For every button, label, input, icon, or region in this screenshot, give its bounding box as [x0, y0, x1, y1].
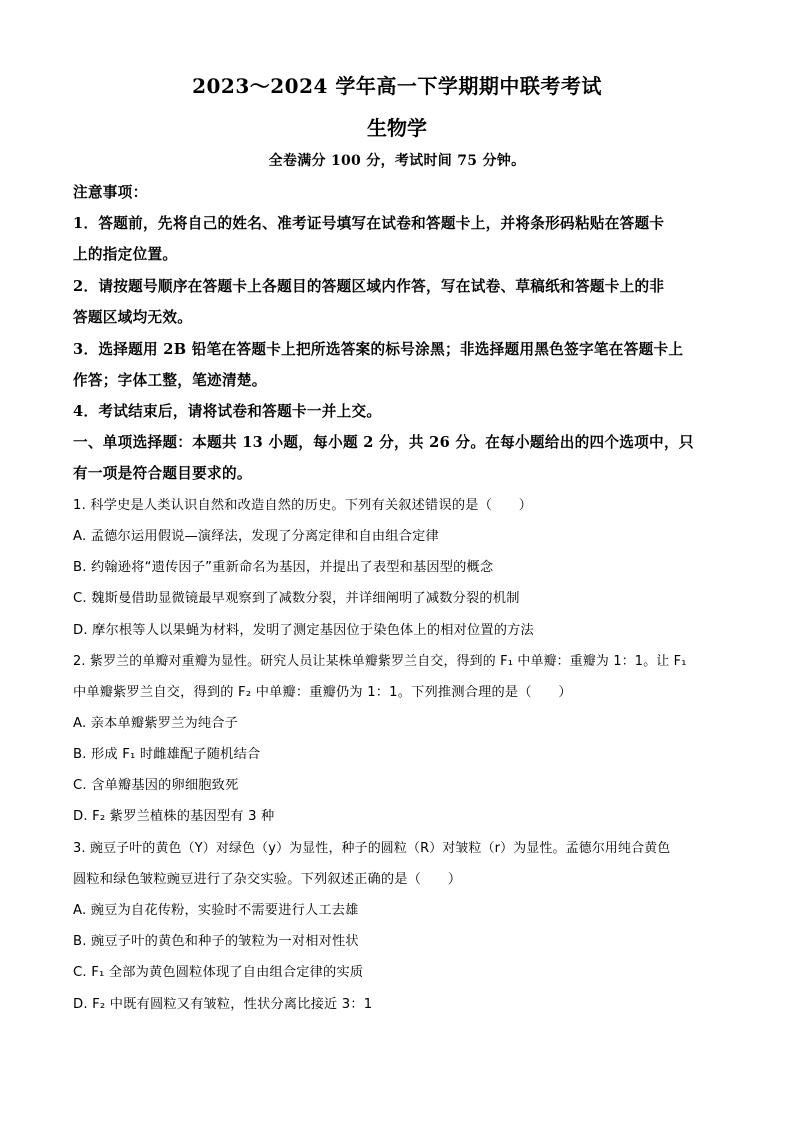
notice-line: 2．请按题号顺序在答题卡上各题目的答题区域内作答，写在试卷、草稿纸和答题卡上的非: [73, 278, 665, 295]
notice-line: 上的指定位置。: [73, 246, 178, 263]
notice-heading: 注意事项：: [73, 184, 148, 201]
question-3-stem: 3. 豌豆子叶的黄色（Y）对绿色（y）为显性，种子的圆粒（R）对皱粒（r）为显性。孟德尔用纯合黄色: [73, 841, 671, 856]
notice-line: 3．选择题用 2B 铅笔在答题卡上把所选答案的标号涂黑；非选择题用黑色签字笔在答题卡上: [73, 341, 684, 358]
notice-line: 作答；字体工整，笔迹清楚。: [73, 372, 267, 389]
question-1-stem: 1. 科学史是人类认识自然和改造自然的历史。下列有关叙述错误的是（ ）: [73, 498, 533, 513]
section-heading: 一、单项选择题：本题共 13 小题，每小题 2 分，共 26 分。在每小题给出的四个选项中，只: [73, 434, 694, 451]
question-1-option-d: D. 摩尔根等人以果蝇为材料，发明了测定基因位于染色体上的相对位置的方法: [73, 623, 534, 638]
question-2-option-b: B. 形成 F₁ 时雌雄配子随机结合: [73, 747, 261, 762]
question-1-option-c: C. 魏斯曼借助显微镜最早观察到了减数分裂，并详细阐明了减数分裂的机制: [73, 591, 520, 606]
question-3-stem: 圆粒和绿色皱粒豌豆进行了杂交实验。下列叙述正确的是（ ）: [73, 872, 462, 887]
question-2-option-a: A. 亲本单瓣紫罗兰为纯合子: [73, 716, 239, 731]
exam-title: 2023～2024 学年高一下学期期中联考考试: [192, 74, 602, 98]
question-3-option-b: B. 豌豆子叶的黄色和种子的皱粒为一对相对性状: [73, 934, 359, 949]
subject-title: 生物学: [367, 116, 427, 140]
question-3-option-d: D. F₂ 中既有圆粒又有皱粒，性状分离比接近 3：1: [73, 997, 373, 1012]
exam-info: 全卷满分 100 分，考试时间 75 分钟。: [268, 153, 526, 169]
question-2-option-c: C. 含单瓣基因的卵细胞致死: [73, 778, 239, 793]
question-3-option-a: A. 豌豆为自花传粉，实验时不需要进行人工去雄: [73, 903, 359, 918]
notice-line: 1．答题前，先将自己的姓名、准考证号填写在试卷和答题卡上，并将条形码粘贴在答题卡: [73, 215, 665, 232]
question-1-option-a: A. 孟德尔运用假说—演绎法，发现了分离定律和自由组合定律: [73, 529, 439, 544]
section-heading: 有一项是符合题目要求的。: [73, 465, 252, 482]
question-3-option-c: C. F₁ 全部为黄色圆粒体现了自由组合定律的实质: [73, 965, 364, 980]
question-2-stem: 2. 紫罗兰的单瓣对重瓣为显性。研究人员让某株单瓣紫罗兰自交，得到的 F₁ 中单瓣：重瓣为 1：1。让 F₁: [73, 654, 687, 669]
question-1-option-b: B. 约翰逊将“遗传因子”重新命名为基因，并提出了表型和基因型的概念: [73, 560, 494, 575]
question-2-option-d: D. F₂ 紫罗兰植株的基因型有 3 种: [73, 809, 275, 824]
notice-line: 4．考试结束后，请将试卷和答题卡一并上交。: [73, 403, 382, 420]
notice-line: 答题区域均无效。: [73, 309, 193, 326]
question-2-stem: 中单瓣紫罗兰自交，得到的 F₂ 中单瓣：重瓣仍为 1：1。下列推测合理的是（ ）: [73, 685, 572, 700]
